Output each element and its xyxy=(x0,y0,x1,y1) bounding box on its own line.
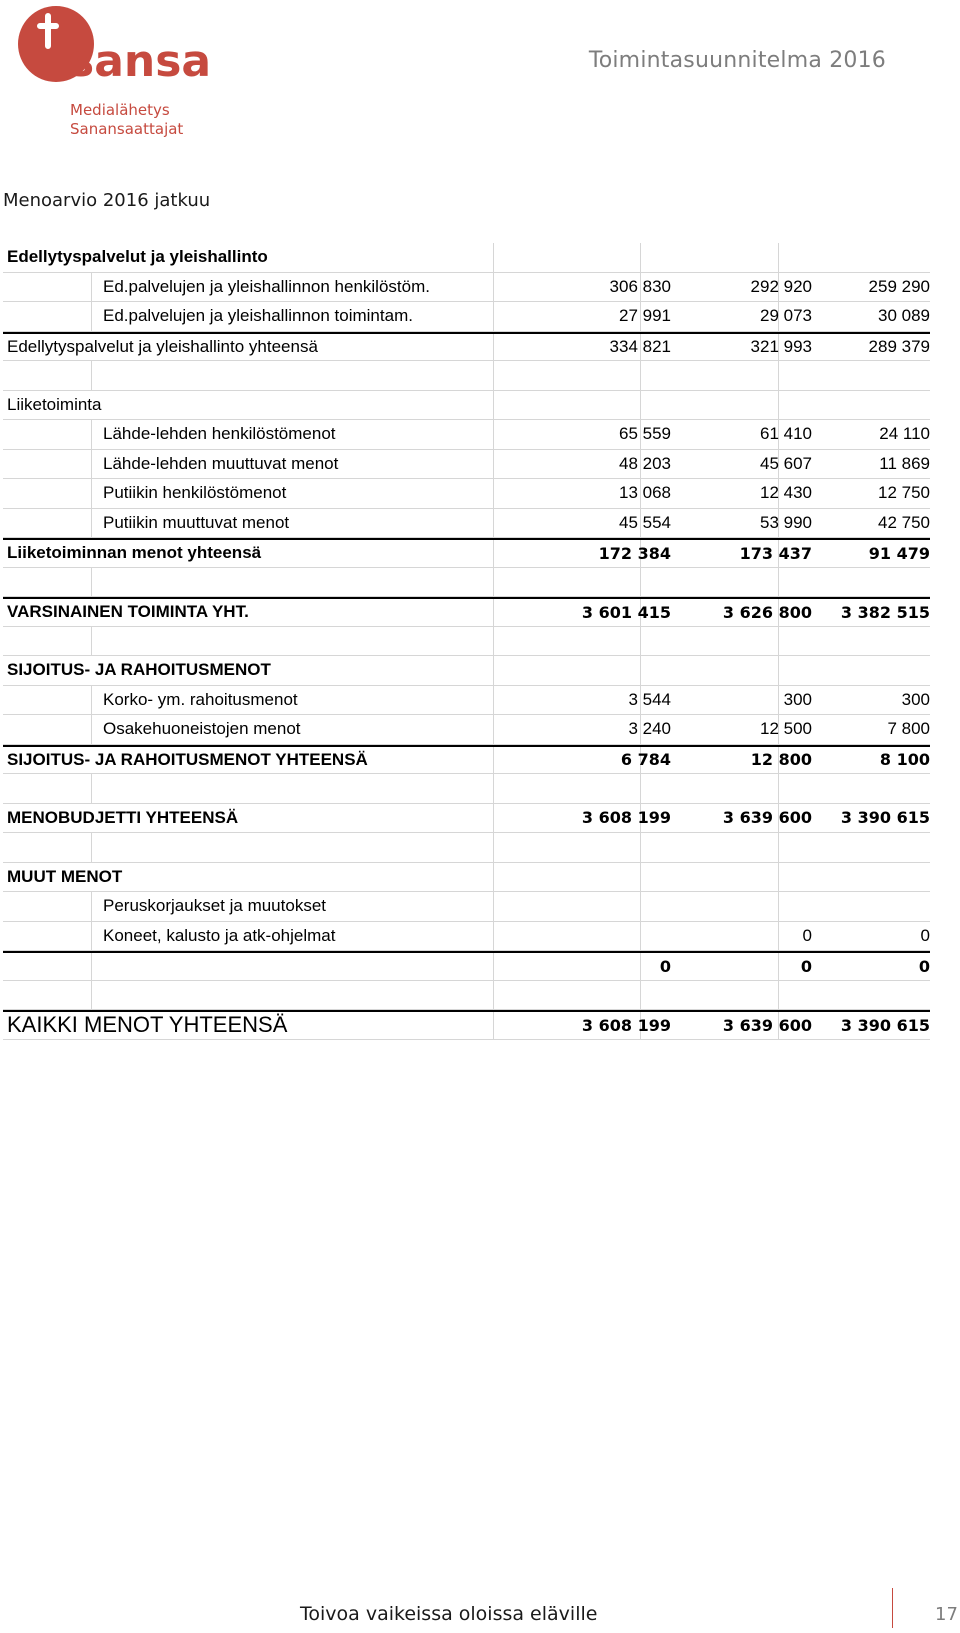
column-divider xyxy=(493,361,494,391)
column-divider xyxy=(493,479,494,509)
value-v1: 3 544 xyxy=(628,689,671,709)
column-divider xyxy=(493,599,494,627)
value-v3: 91 479 xyxy=(868,543,930,563)
value-v1: 0 xyxy=(659,956,671,976)
row-label: Lähde-lehden muuttuvat menot xyxy=(103,453,339,473)
value-v1 xyxy=(513,922,671,951)
value-v2 xyxy=(671,863,812,892)
footer-divider xyxy=(892,1588,893,1628)
row-label: Liiketoiminta xyxy=(7,394,102,414)
column-divider xyxy=(91,450,92,480)
row-label: Edellytyspalvelut ja yleishallinto yhteensä xyxy=(7,336,318,356)
value-v2: 45 607 xyxy=(760,453,812,473)
value-v2: 12 800 xyxy=(750,750,812,770)
value-v1: 45 554 xyxy=(619,512,671,532)
row-label: KAIKKI MENOT YHTEENSÄ xyxy=(7,1012,288,1038)
value-v2: 53 990 xyxy=(760,512,812,532)
column-divider xyxy=(493,1012,494,1040)
table-row xyxy=(3,1010,930,1040)
row-label: VARSINAINEN TOIMINTA YHT. xyxy=(7,602,249,622)
column-divider xyxy=(493,804,494,834)
value-v2 xyxy=(671,892,812,921)
table-row xyxy=(3,863,930,893)
column-divider xyxy=(493,334,494,362)
logo-wordmark: sansa xyxy=(68,36,212,87)
column-divider xyxy=(91,715,92,745)
value-v1 xyxy=(513,627,671,656)
column-divider xyxy=(493,981,494,1011)
column-divider xyxy=(493,391,494,421)
value-v1: 334 821 xyxy=(609,336,671,356)
value-v3 xyxy=(812,243,930,272)
value-v2 xyxy=(671,656,812,685)
table-row xyxy=(3,243,930,273)
value-v2: 300 xyxy=(783,689,812,709)
value-v2: 3 626 800 xyxy=(722,602,812,622)
value-v1 xyxy=(513,243,671,272)
value-v2: 12 430 xyxy=(760,483,812,503)
table-row xyxy=(3,332,930,362)
table-row xyxy=(3,686,930,716)
value-v3 xyxy=(812,627,930,656)
value-v2 xyxy=(671,833,812,862)
value-v2: 173 437 xyxy=(739,543,812,563)
value-v2 xyxy=(671,774,812,803)
column-divider xyxy=(493,450,494,480)
value-v3: 289 379 xyxy=(868,336,930,356)
value-v3 xyxy=(812,656,930,685)
value-v2 xyxy=(671,627,812,656)
value-v2: 29 073 xyxy=(760,306,812,326)
column-divider xyxy=(493,863,494,893)
table-row xyxy=(3,656,930,686)
value-v1: 3 608 199 xyxy=(581,1015,671,1035)
value-v3: 42 750 xyxy=(878,512,930,532)
column-divider xyxy=(91,833,92,863)
value-v1: 13 068 xyxy=(619,483,671,503)
row-label: Edellytyspalvelut ja yleishallinto xyxy=(7,247,268,267)
value-v3 xyxy=(812,981,930,1010)
table-row xyxy=(3,627,930,657)
table-row xyxy=(3,981,930,1011)
value-v1: 3 240 xyxy=(628,719,671,739)
row-label: MUUT MENOT xyxy=(7,866,123,886)
column-divider xyxy=(91,568,92,598)
row-label: Koneet, kalusto ja atk-ohjelmat xyxy=(103,925,336,945)
row-label: Ed.palvelujen ja yleishallinnon henkilöstöm. xyxy=(103,276,430,296)
table-row xyxy=(3,951,930,981)
table-row xyxy=(3,597,930,627)
sansa-logo xyxy=(18,2,212,144)
value-v2 xyxy=(671,391,812,420)
column-divider xyxy=(91,273,92,303)
value-v2 xyxy=(671,243,812,272)
value-v3 xyxy=(812,833,930,862)
table-row xyxy=(3,833,930,863)
sansa-logo-mark xyxy=(18,2,212,98)
row-label: Peruskorjaukset ja muutokset xyxy=(103,896,326,916)
column-divider xyxy=(493,509,494,539)
logo-line-2: Sanansaattajat xyxy=(70,120,184,138)
table-row xyxy=(3,745,930,775)
column-divider xyxy=(493,747,494,775)
value-v3: 30 089 xyxy=(878,306,930,326)
column-divider xyxy=(91,420,92,450)
column-divider xyxy=(493,715,494,745)
column-divider xyxy=(493,833,494,863)
table-row xyxy=(3,361,930,391)
column-divider xyxy=(91,892,92,922)
column-divider xyxy=(493,420,494,450)
value-v2: 3 639 600 xyxy=(722,1015,812,1035)
table-row xyxy=(3,450,930,480)
column-divider xyxy=(91,302,92,332)
column-divider xyxy=(493,302,494,332)
value-v3 xyxy=(812,361,930,390)
table-row xyxy=(3,273,930,303)
budget-table xyxy=(3,243,930,1040)
value-v1 xyxy=(513,656,671,685)
table-row xyxy=(3,568,930,598)
row-label: SIJOITUS- JA RAHOITUSMENOT xyxy=(7,660,271,680)
column-divider xyxy=(91,774,92,804)
column-divider xyxy=(91,509,92,539)
row-label: Lähde-lehden henkilöstömenot xyxy=(103,424,336,444)
column-divider xyxy=(493,656,494,686)
column-divider xyxy=(493,273,494,303)
column-divider xyxy=(493,774,494,804)
table-row xyxy=(3,538,930,568)
logo-line-1: Medialähetys xyxy=(70,101,170,119)
value-v3: 259 290 xyxy=(868,276,930,296)
row-label: Osakehuoneistojen menot xyxy=(103,719,301,739)
value-v1: 27 991 xyxy=(619,306,671,326)
table-row xyxy=(3,715,930,745)
value-v2 xyxy=(671,568,812,597)
value-v2: 12 500 xyxy=(760,719,812,739)
table-row xyxy=(3,804,930,834)
column-divider xyxy=(493,922,494,952)
value-v1: 3 601 415 xyxy=(581,602,671,622)
value-v3 xyxy=(812,892,930,921)
table-row xyxy=(3,922,930,952)
table-row xyxy=(3,892,930,922)
value-v3: 7 800 xyxy=(887,719,930,739)
column-divider xyxy=(91,981,92,1011)
column-divider xyxy=(493,892,494,922)
table-row xyxy=(3,774,930,804)
value-v2 xyxy=(671,981,812,1010)
value-v2: 61 410 xyxy=(760,424,812,444)
value-v2: 0 xyxy=(800,956,812,976)
column-divider xyxy=(493,243,494,273)
value-v1: 306 830 xyxy=(609,276,671,296)
section-title: Menoarvio 2016 jatkuu xyxy=(3,190,211,211)
row-label: MENOBUDJETTI YHTEENSÄ xyxy=(7,807,239,827)
value-v3 xyxy=(812,774,930,803)
column-divider xyxy=(91,627,92,657)
column-divider xyxy=(91,361,92,391)
table-row xyxy=(3,391,930,421)
value-v1 xyxy=(513,892,671,921)
value-v3: 300 xyxy=(901,689,930,709)
value-v3: 3 382 515 xyxy=(840,602,930,622)
value-v3: 3 390 615 xyxy=(840,1015,930,1035)
value-v3 xyxy=(812,568,930,597)
column-divider xyxy=(91,922,92,952)
value-v3: 8 100 xyxy=(879,750,930,770)
page-number: 17 xyxy=(935,1604,958,1625)
value-v1 xyxy=(513,361,671,390)
value-v3: 24 110 xyxy=(879,424,930,444)
value-v1: 65 559 xyxy=(619,424,671,444)
value-v3: 0 xyxy=(918,956,930,976)
value-v2: 292 920 xyxy=(750,276,812,296)
column-divider xyxy=(493,627,494,657)
value-v2: 3 639 600 xyxy=(722,808,812,828)
value-v1: 172 384 xyxy=(598,543,671,563)
value-v2: 321 993 xyxy=(750,336,812,356)
row-label: Ed.palvelujen ja yleishallinnon toimintam. xyxy=(103,306,413,326)
column-divider xyxy=(493,953,494,981)
value-v1: 6 784 xyxy=(620,750,671,770)
value-v3: 12 750 xyxy=(878,483,930,503)
value-v1: 3 608 199 xyxy=(581,808,671,828)
column-divider xyxy=(493,686,494,716)
value-v1 xyxy=(513,981,671,1010)
value-v1: 48 203 xyxy=(619,453,671,473)
column-divider xyxy=(91,686,92,716)
value-v3: 3 390 615 xyxy=(840,808,930,828)
value-v3 xyxy=(812,391,930,420)
table-row xyxy=(3,302,930,332)
column-divider xyxy=(91,479,92,509)
table-row xyxy=(3,509,930,539)
footer-slogan: Toivoa vaikeissa oloissa eläville xyxy=(300,1603,598,1625)
value-v1 xyxy=(513,568,671,597)
row-label: Putiikin henkilöstömenot xyxy=(103,483,287,503)
value-v3 xyxy=(812,863,930,892)
value-v3: 11 869 xyxy=(879,453,930,473)
row-label: Putiikin muuttuvat menot xyxy=(103,512,290,532)
document-title: Toimintasuunnitelma 2016 xyxy=(588,48,886,73)
value-v2: 0 xyxy=(802,925,812,945)
column-divider xyxy=(493,568,494,598)
value-v2 xyxy=(671,361,812,390)
value-v3: 0 xyxy=(920,925,930,945)
row-label: Korko- ym. rahoitusmenot xyxy=(103,689,298,709)
column-divider xyxy=(493,540,494,568)
value-v1 xyxy=(513,774,671,803)
table-row xyxy=(3,420,930,450)
row-label: Liiketoiminnan menot yhteensä xyxy=(7,543,262,563)
column-divider xyxy=(91,953,92,981)
row-label: SIJOITUS- JA RAHOITUSMENOT YHTEENSÄ xyxy=(7,749,368,769)
value-v1 xyxy=(513,863,671,892)
table-row xyxy=(3,479,930,509)
value-v1 xyxy=(513,391,671,420)
value-v1 xyxy=(513,833,671,862)
